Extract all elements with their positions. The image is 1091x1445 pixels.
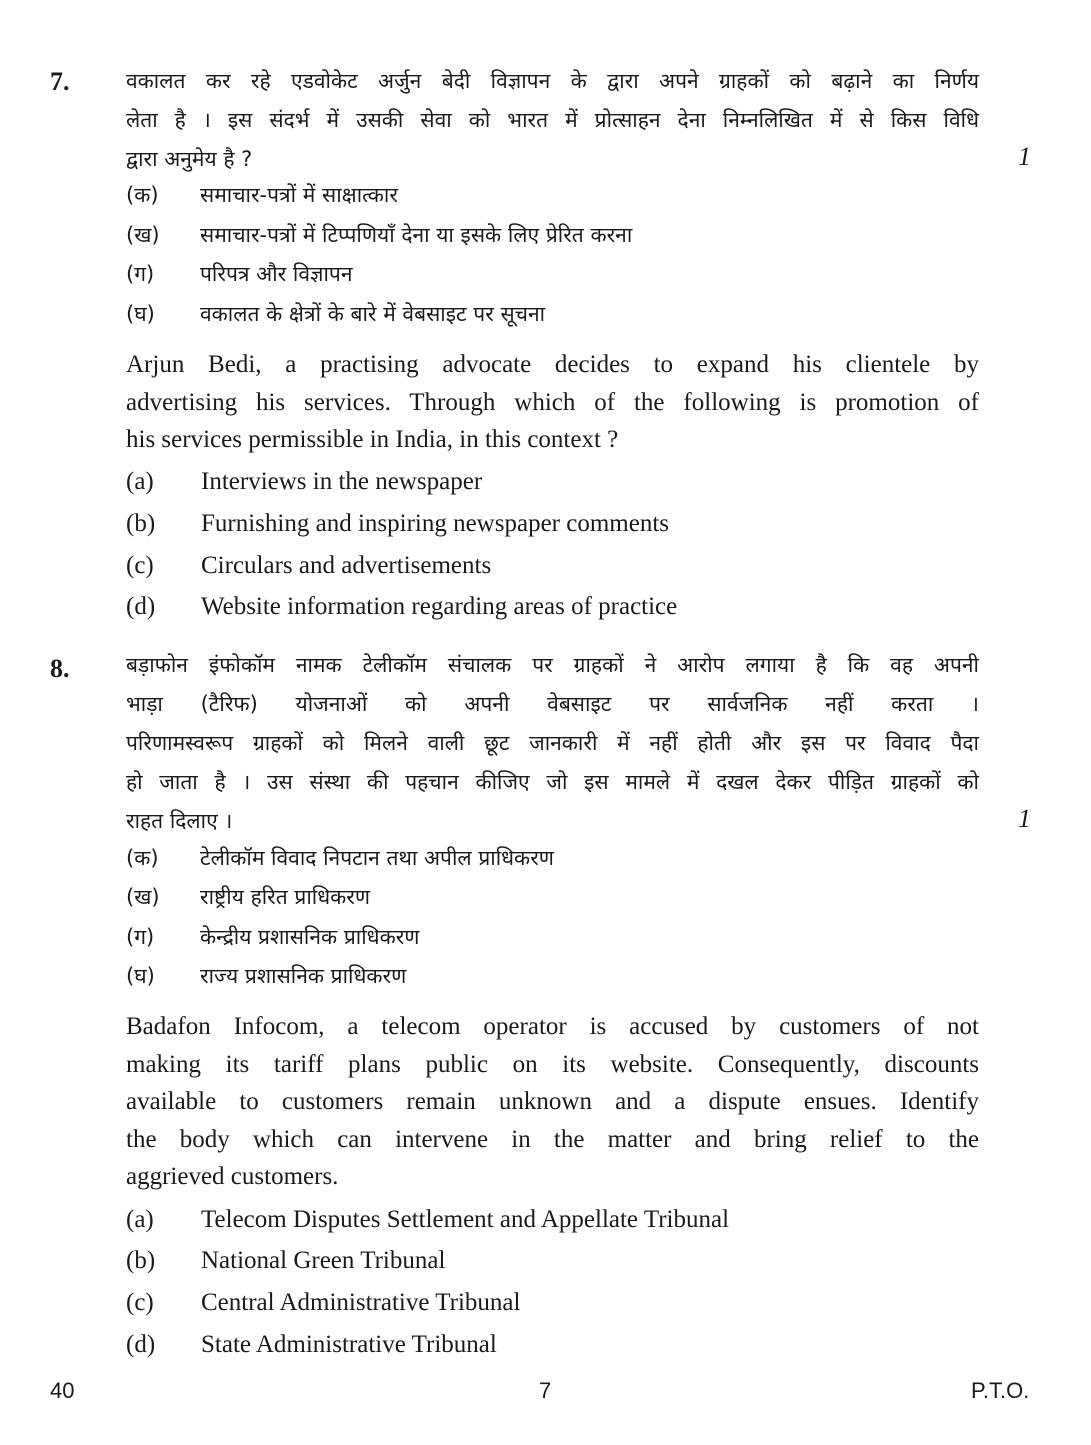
option-label: (b)	[126, 1247, 156, 1274]
option-label: (a)	[126, 468, 154, 495]
option-text: Website information regarding areas of practice	[201, 593, 678, 620]
option-hindi	[126, 878, 370, 917]
text-line: भाड़ा (टैरिफ) योजनाओं को अपनी वेबसाइट पर सार्वजनिक नहीं करता ।	[126, 692, 979, 716]
text-line: his services permissible in India, in this context ?	[126, 426, 619, 453]
option-label: (ख)	[126, 223, 160, 247]
option-english	[126, 504, 669, 544]
text-line: available to customers remain unknown and a dispute ensues. Identify	[126, 1088, 979, 1115]
option-text: Central Administrative Tribunal	[201, 1289, 521, 1316]
option-text: Interviews in the newspaper	[201, 468, 483, 495]
text-line: परिणामस्वरूप ग्राहकों को मिलने वाली छूट जानकारी में नहीं होती और इस पर विवाद पैदा	[126, 731, 979, 755]
option-text: राज्य प्रशासनिक प्राधिकरण	[200, 964, 407, 988]
option-label: (d)	[126, 593, 156, 620]
option-english	[126, 546, 491, 586]
option-english	[126, 587, 677, 627]
footer-code: 40	[50, 1378, 75, 1403]
option-label: (ग)	[126, 262, 155, 286]
option-english	[126, 1200, 729, 1240]
option-text: Circulars and advertisements	[201, 552, 492, 579]
text-line: aggrieved customers.	[126, 1163, 339, 1190]
text-line: Arjun Bedi, a practising advocate decides to expand his clientele by	[126, 351, 979, 378]
question-text-hindi	[126, 62, 979, 179]
option-hindi	[126, 839, 554, 878]
marks: 1	[1018, 142, 1031, 171]
option-text: समाचार-पत्रों में टिप्पणियाँ देना या इसके लिए प्रेरित करना	[200, 223, 633, 247]
option-label: (a)	[126, 1206, 154, 1233]
text-line: लेता है । इस संदर्भ में उसकी सेवा को भारत में प्रोत्साहन देना निम्नलिखित में से किस विधि	[126, 108, 979, 132]
option-label: (c)	[126, 552, 154, 579]
option-label: (d)	[126, 1331, 156, 1358]
option-text: Furnishing and inspiring newspaper comments	[201, 510, 669, 537]
text-line: बड़ाफोन इंफोकॉम नामक टेलीकॉम संचालक पर ग्राहकों ने आरोप लगाया है कि वह अपनी	[126, 653, 979, 677]
option-text: टेलीकॉम विवाद निपटान तथा अपील प्राधिकरण	[200, 846, 554, 870]
text-line: वकालत कर रहे एडवोकेट अर्जुन बेदी विज्ञापन के द्वारा अपने ग्राहकों को बढ़ाने का निर्णय	[126, 69, 979, 93]
text-line: Badafon Infocom, a telecom operator is accused by customers of not	[126, 1013, 979, 1040]
option-english	[126, 1241, 445, 1281]
option-label: (क)	[126, 846, 159, 870]
option-text: State Administrative Tribunal	[201, 1331, 497, 1358]
option-hindi	[126, 255, 353, 294]
question-text-hindi	[126, 646, 979, 841]
option-text: केन्द्रीय प्रशासनिक प्राधिकरण	[200, 925, 420, 949]
option-hindi	[126, 918, 419, 957]
question-text-english	[126, 1008, 979, 1196]
option-text: वकालत के क्षेत्रों के बारे में वेबसाइट पर सूचना	[200, 302, 546, 326]
option-hindi	[126, 176, 398, 215]
option-text: Telecom Disputes Settlement and Appellate Tribunal	[201, 1206, 730, 1233]
option-text: परिपत्र और विज्ञापन	[200, 262, 353, 286]
option-text: समाचार-पत्रों में साक्षात्कार	[200, 183, 398, 207]
text-line: राहत दिलाए ।	[126, 809, 233, 833]
text-line: हो जाता है । उस संस्था की पहचान कीजिए जो इस मामले में दखल देकर पीड़ित ग्राहकों को	[126, 770, 979, 794]
option-label: (ग)	[126, 925, 155, 949]
option-text: National Green Tribunal	[201, 1247, 446, 1274]
option-hindi	[126, 957, 406, 996]
option-english	[126, 462, 482, 502]
option-label: (घ)	[126, 302, 155, 326]
option-text: राष्ट्रीय हरित प्राधिकरण	[200, 885, 371, 909]
footer-page-number: 7	[539, 1378, 552, 1403]
option-label: (घ)	[126, 964, 155, 988]
question-number: 7.	[50, 67, 70, 96]
marks: 1	[1018, 804, 1031, 833]
footer-pto: P.T.O.	[971, 1378, 1030, 1403]
option-english	[126, 1283, 520, 1323]
text-line: the body which can intervene in the matter and bring relief to the	[126, 1125, 979, 1153]
text-line: advertising his services. Through which of the following is promotion of	[126, 388, 979, 416]
option-hindi	[126, 216, 632, 255]
text-line: making its tariff plans public on its website. Consequently, discounts	[126, 1050, 979, 1078]
option-label: (ख)	[126, 885, 160, 909]
option-label: (क)	[126, 183, 159, 207]
option-label: (c)	[126, 1289, 154, 1316]
question-text-english	[126, 346, 979, 459]
option-hindi	[126, 295, 545, 334]
option-label: (b)	[126, 510, 156, 537]
text-line: द्वारा अनुमेय है ?	[126, 147, 253, 171]
option-english	[126, 1325, 497, 1365]
question-number: 8.	[50, 654, 70, 683]
